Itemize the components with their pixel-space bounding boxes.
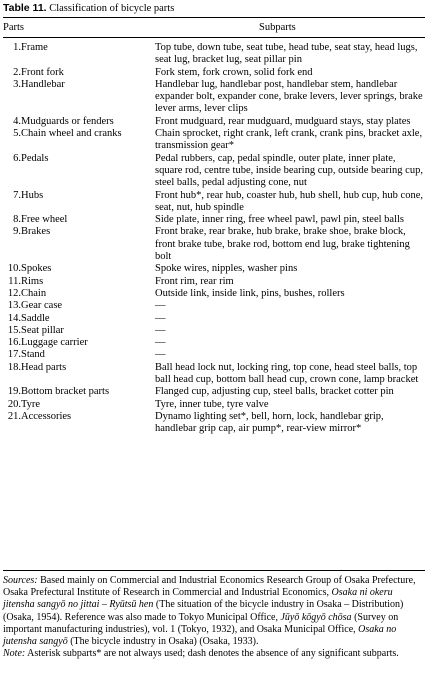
row-number: 14. (7, 312, 21, 324)
top-rule (3, 17, 425, 18)
row-number: 16. (7, 337, 21, 349)
part-name: Pedals (21, 152, 49, 164)
subparts-list: Front rim, rear rim (155, 275, 234, 287)
subparts-list: Tyre, inner tube, tyre valve (155, 398, 269, 410)
sources-text-4: (The bicycle industry in Osaka) (Osaka, 1933). (70, 636, 259, 648)
subparts-list: Pedal rubbers, cap, pedal spindle, outer plate, inner plate, square rod, centre tube, inside bearing cup, outside bearing cup, steel balls, pedal adjusting cone, nut (155, 152, 423, 189)
part-name: Chain (21, 287, 47, 299)
part-name: Brakes (21, 226, 51, 238)
sources-label: Sources: (3, 575, 38, 586)
sources-note (3, 575, 425, 648)
table-row (3, 42, 425, 67)
subparts-list: — (155, 337, 166, 349)
table-row (3, 276, 425, 288)
table-row (3, 214, 425, 226)
note-text: Asterisk subparts* are not always used; dash denotes the absence of any significant subparts. (27, 648, 399, 660)
part-name: Spokes (21, 263, 52, 275)
row-number: 13. (7, 300, 21, 312)
note-label: Note: (3, 648, 26, 660)
bottom-rule (3, 570, 425, 571)
row-number: 11. (8, 275, 21, 287)
table-row (3, 116, 425, 128)
table-row (3, 263, 425, 275)
sources-title-3: Osaka no jutensha sangyō (3, 623, 397, 648)
row-number: 8. (13, 214, 21, 226)
subparts-list: Side plate, inner ring, free wheel pawl, pawl pin, steel balls (155, 214, 405, 226)
sources-text-3: (Survey on important manufacturing industries), vol. 1 (Tokyo, 1932), and Osaka Municipal Office, (3, 611, 399, 635)
subparts-list: Front brake, rear brake, hub brake, brake shoe, brake block, front brake tube, brake rod, bottom end lug, brake tightening bolt (155, 226, 410, 263)
subparts-list: Handlebar lug, handlebar post, handlebar stem, handlebar expander bolt, expander cone, brake levers, lever springs, brake lever arms, lever clips (155, 78, 423, 115)
table-caption: Classification of bicycle parts (49, 3, 175, 14)
row-number: 6. (13, 152, 21, 164)
subparts-list: — (155, 300, 166, 312)
row-number: 19. (7, 386, 21, 398)
part-name: Saddle (21, 312, 50, 324)
subparts-list: Front hub*, rear hub, coaster hub, hub shell, hub cup, hub cone, seat, nut, hub spindle (155, 189, 423, 213)
table-row (3, 67, 425, 79)
part-name: Head parts (21, 361, 67, 373)
column-header-subparts: Subparts (259, 22, 296, 33)
table-row (3, 349, 425, 361)
subparts-list: Top tube, down tube, seat tube, head tube, seat stay, head lugs, seat lug, bracket lug, seat pillar pin (155, 42, 418, 66)
parts-table (3, 42, 425, 436)
row-number: 10. (7, 263, 21, 275)
column-header-parts: Parts (3, 22, 24, 33)
table-row (3, 337, 425, 349)
row-number: 21. (7, 410, 21, 422)
sources-title-1: Osaka ni okeru jitensha sangyō no jittai – Ryūtsū hen (3, 587, 393, 611)
table-row (3, 190, 425, 215)
table-row (3, 153, 425, 190)
subparts-list: Ball head lock nut, locking ring, top cone, head steel balls, top ball head cup, bottom ball head cup, crown cone, lamp bracket (155, 361, 419, 386)
row-number: 5. (13, 128, 21, 140)
table-row (3, 362, 425, 387)
table-row (3, 411, 425, 436)
subparts-list: Front mudguard, rear mudguard, mudguard stays, stay plates (155, 115, 411, 127)
sources-text-2: (The situation of the bicycle industry in Osaka – Distribution) (Osaka, 1954). Reference was also made to Tokyo Municipal Office, (3, 599, 404, 623)
part-name: Frame (21, 42, 48, 53)
row-number: 7. (13, 189, 21, 201)
subparts-list: Chain sprocket, right crank, left crank, crank pins, bracket axle, transmission gear* (155, 128, 423, 152)
sources-title-2: Jūyō kōgyō chōsa (280, 611, 352, 623)
subparts-list: — (155, 312, 166, 324)
table-row (3, 325, 425, 337)
row-number: 2. (13, 66, 21, 78)
row-number: 12. (7, 287, 21, 299)
note (3, 648, 425, 660)
table-row (3, 226, 425, 263)
subparts-list: Dynamo lighting set*, bell, horn, lock, handlebar grip, handlebar grip cap, air pump*, rear-view mirror* (155, 410, 384, 435)
part-name: Bottom bracket parts (21, 386, 110, 398)
table-title (3, 2, 174, 15)
part-name: Seat pillar (21, 324, 64, 336)
table-row (3, 386, 425, 398)
part-name: Hubs (21, 189, 44, 201)
table-notes (3, 575, 425, 660)
table-number: Table 11. (3, 2, 47, 14)
subparts-list: — (155, 349, 166, 361)
row-number: 3. (13, 78, 21, 90)
part-name: Rims (21, 275, 44, 287)
subparts-list: Spoke wires, nipples, washer pins (155, 263, 298, 275)
row-number: 1. (13, 42, 21, 53)
part-name: Stand (21, 349, 45, 361)
sources-text: Based mainly on Commercial and Industrial Economics Research Group of Osaka Prefecture, Osaka Prefectural Institute of Research in Commercial and Industrial Economics, (3, 575, 416, 599)
table-row (3, 79, 425, 116)
subparts-list: — (155, 324, 166, 336)
row-number: 18. (7, 361, 21, 373)
part-name: Tyre (21, 398, 41, 410)
part-name: Free wheel (21, 214, 68, 226)
part-name: Handlebar (21, 78, 65, 90)
row-number: 15. (7, 324, 21, 336)
part-name: Chain wheel and cranks (21, 128, 122, 140)
part-name: Mudguards or fenders (21, 115, 114, 127)
part-name: Front fork (21, 66, 64, 78)
subparts-list: Flanged cup, adjusting cup, steel balls, bracket cotter pin (155, 386, 394, 398)
table-row (3, 313, 425, 325)
part-name: Gear case (21, 300, 63, 312)
subparts-list: Fork stem, fork crown, solid fork end (155, 66, 313, 78)
subparts-list: Outside link, inside link, pins, bushes, rollers (155, 287, 345, 299)
part-name: Luggage carrier (21, 337, 88, 349)
row-number: 17. (7, 349, 21, 361)
table-row (3, 288, 425, 300)
row-number: 4. (13, 115, 21, 127)
table-row (3, 399, 425, 411)
table-row (3, 128, 425, 153)
table-row (3, 300, 425, 312)
row-number: 9. (13, 226, 21, 238)
part-name: Accessories (21, 410, 72, 422)
header-rule (3, 37, 425, 38)
row-number: 20. (7, 398, 21, 410)
